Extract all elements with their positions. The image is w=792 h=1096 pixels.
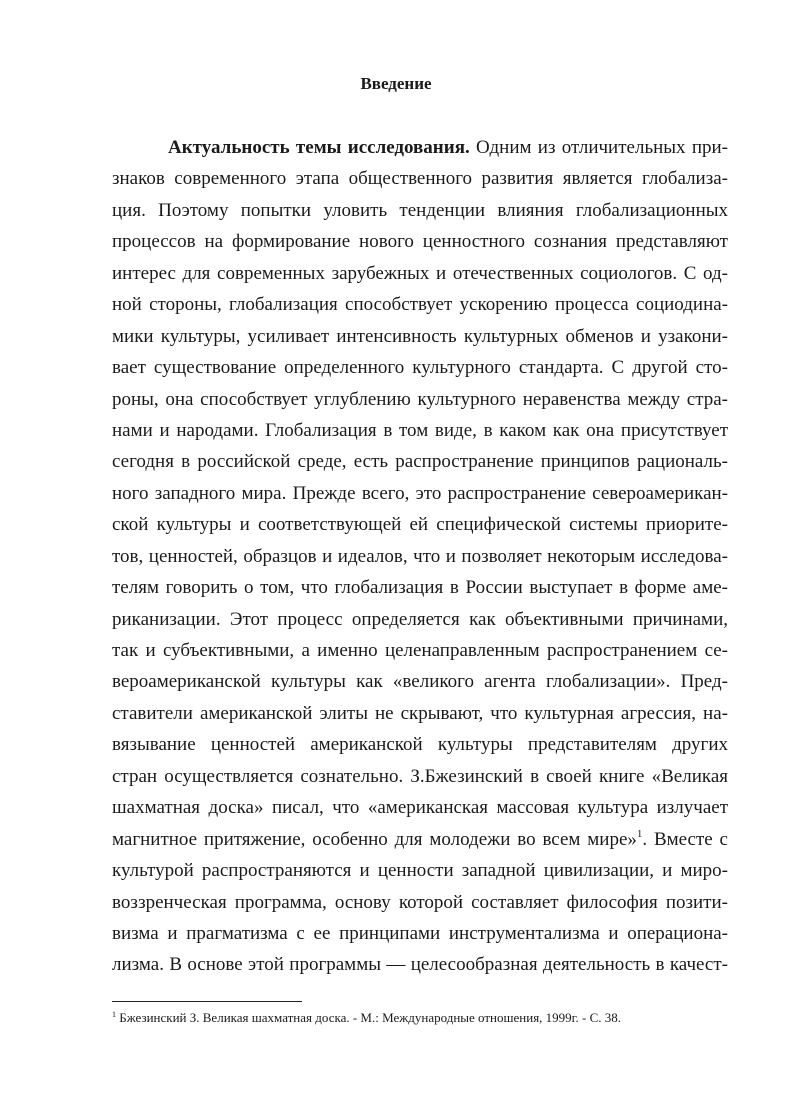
paragraph-line: вязывание ценностей американской культуры представителям других [112, 734, 728, 756]
footnote [112, 1010, 621, 1026]
paragraph-line: стран осуществляется сознательно. З.Бжезинский в своей книге «Великая [112, 765, 728, 787]
paragraph-line: интерес для современных зарубежных и отечественных социологов. С од- [112, 262, 728, 284]
paragraph-line: Актуальность темы исследования. Одним из отличительных при- [168, 137, 728, 158]
paragraph-line: культурой распространяются и ценности западной цивилизации, и миро- [112, 860, 728, 882]
lead-phrase: Актуальность темы исследования. [168, 137, 470, 158]
paragraph-line: ной стороны, глобализация способствует ускорению процесса социодина- [112, 294, 728, 316]
paragraph-line: нами и народами. Глобализация в том виде, в каком как она присутствует [112, 419, 728, 441]
paragraph-line: ного западного мира. Прежде всего, это распространение североамерикан- [112, 482, 728, 504]
paragraph-line: так и субъективными, а именно целенаправленным распространением се- [112, 640, 728, 661]
footnote-text: Бжезинский З. Великая шахматная доска. - М.: Международные отношения, 1999г. - С. 38. [116, 1010, 622, 1025]
paragraph-line: тов, ценностей, образцов и идеалов, что и позволяет некоторым исследова- [112, 545, 728, 567]
footnote-reference: 1 [636, 827, 643, 840]
paragraph-line: шахматная доска» писал, что «американская массовая культура излучает [112, 797, 728, 819]
paragraph-line: телям говорить о том, что глобализация в России выступает в форме аме- [112, 577, 728, 599]
paragraph-line: процессов на формирование нового ценностного сознания представляют [112, 231, 728, 253]
paragraph-line: ция. Поэтому попытки уловить тенденции влияния глобализационных [112, 199, 728, 221]
paragraph-line: ставители американской элиты не скрывают, что культурная агрессия, на- [112, 702, 728, 724]
body-text [112, 132, 728, 981]
paragraph-line: лизма. В основе этой программы — целесообразная деятельность в качест- [112, 954, 728, 976]
paragraph-line: роны, она способствует углублению культурного неравенства между стра- [112, 388, 728, 410]
paragraph-line: знаков современного этапа общественного развития является глобализа- [112, 168, 728, 190]
paragraph-line: сегодня в российской среде, есть распространение принципов рациональ- [112, 451, 728, 473]
footnote-marker: 1 [112, 1010, 116, 1019]
page-heading: Введение [360, 74, 432, 93]
paragraph-line: мики культуры, усиливает интенсивность культурных обменов и узакони- [112, 325, 728, 347]
paragraph-line: магнитное притяжение, особенно для молодежи во всем мире»$^1$. Вместе с [112, 827, 728, 850]
paragraph-line: вает существование определенного культурного стандарта. С другой сто- [112, 357, 728, 379]
footnote-divider [112, 1001, 302, 1002]
paragraph-line: ской культуры и соответствующей ей специфической системы приорите- [112, 514, 728, 536]
paragraph-line: риканизации. Этот процесс определяется как объективными причинами, [112, 608, 728, 630]
paragraph-line: вероамериканской культуры как «великого агента глобализации». Пред- [112, 671, 728, 693]
paragraph-line: воззренческая программа, основу которой составляет философия позити- [112, 891, 728, 913]
paragraph-line: визма и прагматизма с ее принципами инструментализма и операциона- [112, 922, 728, 944]
